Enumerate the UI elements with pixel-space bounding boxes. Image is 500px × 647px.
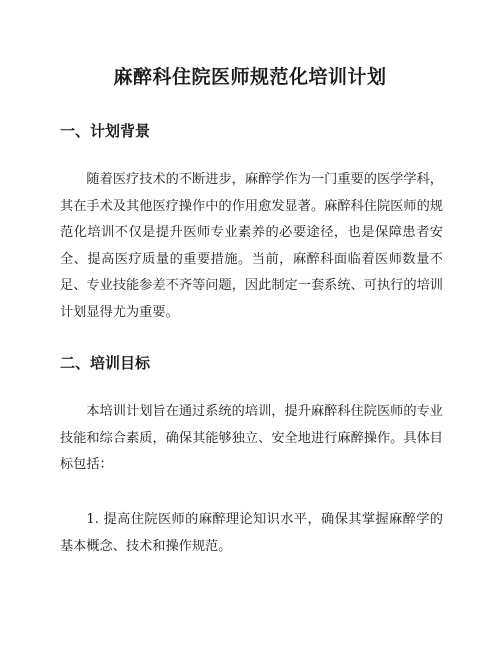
section-heading-background: 一、计划背景 [60, 122, 151, 140]
paragraph-goal-item-1: 1. 提高住院医师的麻醉理论知识水平，确保其掌握麻醉学的基本概念、技术和操作规范。 [60, 512, 443, 554]
section-heading-goals: 二、培训目标 [60, 354, 151, 372]
paragraph-background: 随着医疗技术的不断进步，麻醉学作为一门重要的医学学科，其在手术及其他医疗操作中的作用愈发显著。麻醉科住院医师的规范化培训不仅是提升医师专业素养的必要途径，也是保障患者安全、提高医疗质量的重要措施。当前，麻醉科面临着医师数量不足、专业技能参差不齐等问题，因此制定一套系统、可执行的培训计划显得尤为重要。 [60, 172, 443, 320]
document-title: 麻醉科住院医师规范化培训计划 [113, 66, 387, 88]
paragraph-goals-intro: 本培训计划旨在通过系统的培训，提升麻醉科住院医师的专业技能和综合素质，确保其能够独立、安全地进行麻醉操作。具体目标包括： [60, 404, 443, 472]
